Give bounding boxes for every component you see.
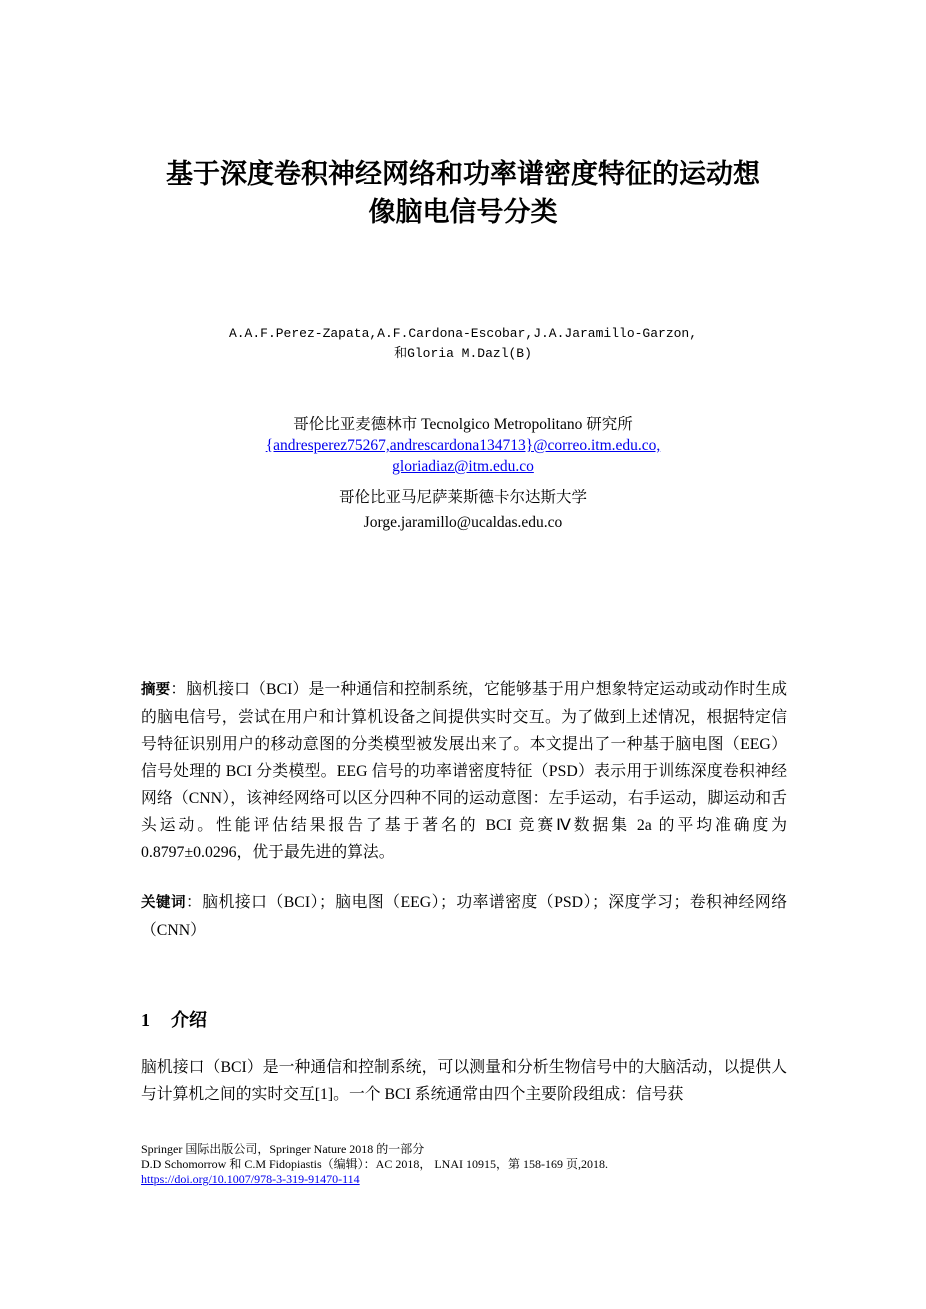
affiliation-1 [0,414,926,477]
footer-publisher: Springer 国际出版公司，Springer Nature 2018 的一部分 [141,1142,425,1156]
affiliation-2-email: Jorge.jaramillo@ucaldas.edu.co [363,514,563,531]
affiliation-1-name: 哥伦比亚麦德林市 Tecnolgico Metropolitano 研究所 [293,416,633,433]
section-title: 介绍 [171,1010,207,1030]
author-line1: A.A.F.Perez-Zapata,A.F.Cardona-Escobar,J.A.Jaramillo-Garzon, [228,326,698,341]
affiliation-2 [0,487,926,533]
keywords-text: ：脑机接口（BCI）；脑电图（EEG）；功率谱密度（PSD）；深度学习；卷积神经网络（CNN） [141,894,788,939]
section-number: 1 [141,1010,150,1030]
paper-title-line2: 像脑电信号分类 [368,197,558,228]
affiliation-1-email-link-2[interactable]: gloriadiaz@itm.edu.co [392,458,534,475]
section-body: 脑机接口（BCI）是一种通信和控制系统，可以测量和分析生物信号中的大脑活动，以提供人与计算机之间的实时交互[1]。一个 BCI 系统通常由四个主要阶段组成：信号获 [141,1059,787,1103]
author-line2: 和Gloria M.Dazl(B) [394,346,532,361]
abstract [141,676,787,866]
keywords-label: 关键词 [141,895,186,911]
paper-title-line1: 基于深度卷积神经网络和功率谱密度特征的运动想 [166,159,760,190]
affiliation-2-name: 哥伦比亚马尼萨莱斯德卡尔达斯大学 [338,489,587,506]
footer-doi-link[interactable]: https://doi.org/10.1007/978-3-319-91470-114 [141,1172,360,1186]
abstract-text: ：脑机接口（BCI）是一种通信和控制系统，它能够基于用户想象特定运动或动作时生成的脑电信号，尝试在用户和计算机设备之间提供实时交互。为了做到上述情况，根据特定信号特征识别用户的移动意图的分类模型被发展出来了。本文提出了一种基于脑电图（EEG）信号处理的 BCI 分类模型。EEG 信号的功率谱密度特征（PSD）表示用于训练深度卷积神经网络（CNN），该神经网络可以区分四种不同的运动意图：左手运动，右手运动，脚运动和舌头运动。性能评估结果报告了基于著名的 BCI 竞赛Ⅳ数据集 2a 的平均准确度为 0.8797±0.0296，优于最先进的算法。 [141,681,788,861]
footer [141,1142,608,1187]
affiliation-1-email-link[interactable]: {andresperez75267,andrescardona134713}@correo.itm.edu.co, [265,437,661,454]
author-list [0,324,926,364]
paper-title [0,156,926,232]
keywords [141,889,787,944]
section-heading [141,1006,207,1032]
abstract-label: 摘要 [141,682,171,698]
footer-citation: D.D Schomorrow 和 C.M Fidopiastis（编辑）：AC 2018， LNAI 10915，第 158-169 页,2018. [141,1157,608,1171]
